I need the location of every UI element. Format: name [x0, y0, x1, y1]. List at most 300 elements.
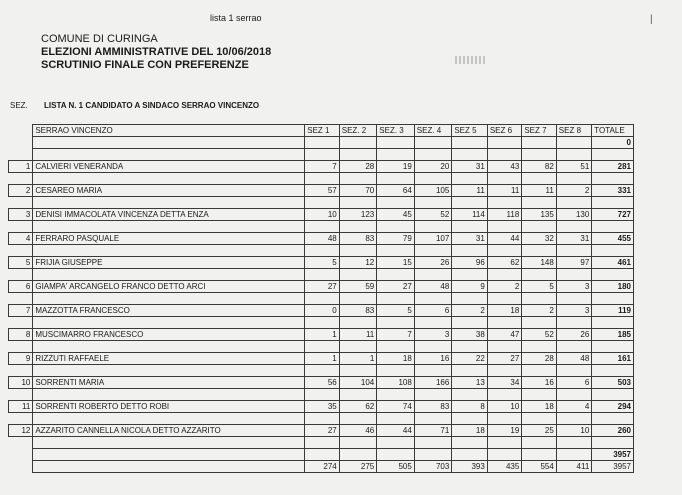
candidate-number: 5 — [9, 257, 33, 269]
cell — [592, 437, 634, 449]
mayor-name: SERRAO VINCENZO — [33, 125, 305, 137]
scrutinio-title: SCRUTINIO FINALE CON PREFERENZE — [41, 59, 249, 71]
cell — [592, 269, 634, 281]
cell — [339, 197, 377, 209]
vote-cell: 11 — [452, 185, 488, 197]
cell — [522, 149, 556, 161]
spacer-row — [9, 413, 634, 425]
cell — [9, 461, 33, 473]
spacer-row — [9, 269, 634, 281]
candidate-number: 11 — [9, 401, 33, 413]
column-total: 411 — [556, 461, 592, 473]
vote-cell: 4 — [556, 401, 592, 413]
candidate-number: 3 — [9, 209, 33, 221]
vote-cell: 48 — [414, 281, 452, 293]
mayor-row — [9, 137, 634, 149]
final-total: 3957 — [592, 461, 634, 473]
vote-cell: 6 — [556, 377, 592, 389]
cell — [414, 365, 452, 377]
vote-cell: 34 — [487, 377, 521, 389]
cell — [414, 221, 452, 233]
vote-cell: 10 — [487, 401, 521, 413]
vote-cell: 3 — [556, 281, 592, 293]
spacer-row — [9, 173, 634, 185]
cell — [377, 449, 415, 461]
cell — [452, 317, 488, 329]
cell — [305, 317, 339, 329]
cell — [339, 341, 377, 353]
cell — [305, 197, 339, 209]
col-header: SEZ. 4 — [414, 125, 452, 137]
cell — [522, 413, 556, 425]
cell — [414, 137, 452, 149]
cell — [377, 413, 415, 425]
sez-label: SEZ. — [10, 101, 28, 110]
cell — [487, 341, 521, 353]
candidate-row — [9, 401, 634, 413]
vote-cell: 5 — [522, 281, 556, 293]
vote-cell: 83 — [414, 401, 452, 413]
cell — [414, 449, 452, 461]
cell — [487, 173, 521, 185]
cell — [339, 449, 377, 461]
cell — [33, 173, 305, 185]
candidate-name: CALVIERI VENERANDA — [33, 161, 305, 173]
vote-cell: 114 — [452, 209, 488, 221]
vote-cell: 2 — [452, 305, 488, 317]
cell — [592, 293, 634, 305]
candidate-name: MUSCIMARRO FRANCESCO — [33, 329, 305, 341]
vote-cell: 56 — [305, 377, 339, 389]
cell — [9, 413, 33, 425]
mayor-total: 0 — [592, 137, 634, 149]
document-header — [41, 33, 271, 72]
header-blank — [9, 125, 33, 137]
vote-cell: 48 — [556, 353, 592, 365]
cell — [452, 365, 488, 377]
cell — [33, 293, 305, 305]
cell — [414, 197, 452, 209]
cell — [377, 173, 415, 185]
vote-cell: 118 — [487, 209, 521, 221]
cell — [305, 389, 339, 401]
cell — [377, 317, 415, 329]
cell — [522, 293, 556, 305]
lista-title: LISTA N. 1 CANDIDATO A SINDACO SERRAO VINCENZO — [44, 101, 260, 110]
cell — [339, 173, 377, 185]
cell — [33, 197, 305, 209]
cell — [592, 413, 634, 425]
cell — [414, 437, 452, 449]
cell — [522, 365, 556, 377]
candidate-row — [9, 233, 634, 245]
spacer-row — [9, 437, 634, 449]
cell — [339, 269, 377, 281]
vote-cell: 16 — [522, 377, 556, 389]
cell — [522, 221, 556, 233]
candidate-row — [9, 281, 634, 293]
cell — [522, 173, 556, 185]
cell — [522, 341, 556, 353]
cell — [9, 293, 33, 305]
candidate-row — [9, 305, 634, 317]
elezioni-title: ELEZIONI AMMINISTRATIVE DEL 10/06/2018 — [41, 46, 272, 58]
vote-cell: 45 — [377, 209, 415, 221]
col-header: SEZ 6 — [487, 125, 521, 137]
cell — [414, 293, 452, 305]
cell — [592, 245, 634, 257]
column-total: 703 — [414, 461, 452, 473]
vote-cell: 31 — [452, 233, 488, 245]
cell — [556, 221, 592, 233]
candidate-number: 6 — [9, 281, 33, 293]
vote-cell: 1 — [339, 353, 377, 365]
cell — [522, 137, 556, 149]
cell — [9, 437, 33, 449]
vote-cell: 71 — [414, 425, 452, 437]
cell — [305, 137, 339, 149]
cell — [452, 197, 488, 209]
col-header: SEZ 8 — [556, 125, 592, 137]
cell — [556, 437, 592, 449]
vote-cell: 83 — [339, 233, 377, 245]
cell — [339, 365, 377, 377]
candidate-name: AZZARITO CANNELLA NICOLA DETTO AZZARITO — [33, 425, 305, 437]
cell — [377, 293, 415, 305]
spacer-row — [9, 317, 634, 329]
candidate-total: 331 — [592, 185, 634, 197]
scan-smudge — [455, 56, 485, 64]
cell — [592, 149, 634, 161]
cell — [339, 389, 377, 401]
cell — [377, 341, 415, 353]
cell — [9, 173, 33, 185]
candidate-total: 180 — [592, 281, 634, 293]
candidate-number: 7 — [9, 305, 33, 317]
cell — [522, 197, 556, 209]
cell — [452, 341, 488, 353]
vote-cell: 27 — [305, 281, 339, 293]
candidate-row — [9, 353, 634, 365]
cell — [33, 245, 305, 257]
vote-cell: 135 — [522, 209, 556, 221]
spacer-row — [9, 221, 634, 233]
cell — [9, 389, 33, 401]
vote-cell: 27 — [377, 281, 415, 293]
cell — [305, 449, 339, 461]
candidate-number: 9 — [9, 353, 33, 365]
cell — [556, 317, 592, 329]
cell — [487, 293, 521, 305]
cell — [592, 221, 634, 233]
vote-cell: 74 — [377, 401, 415, 413]
candidate-number: 4 — [9, 233, 33, 245]
candidate-row — [9, 377, 634, 389]
cell — [452, 173, 488, 185]
cell — [339, 413, 377, 425]
vote-cell: 47 — [487, 329, 521, 341]
cell — [556, 173, 592, 185]
vote-cell: 96 — [452, 257, 488, 269]
vote-cell: 19 — [377, 161, 415, 173]
candidate-total: 503 — [592, 377, 634, 389]
spacer-row — [9, 149, 634, 161]
cell — [556, 389, 592, 401]
cell — [522, 437, 556, 449]
cell — [33, 269, 305, 281]
vote-cell: 6 — [414, 305, 452, 317]
cell — [556, 365, 592, 377]
vote-cell: 2 — [522, 305, 556, 317]
cell — [33, 149, 305, 161]
candidate-name: FRIJIA GIUSEPPE — [33, 257, 305, 269]
cell — [487, 149, 521, 161]
cell — [305, 413, 339, 425]
cell — [377, 389, 415, 401]
cell — [452, 389, 488, 401]
vote-cell: 28 — [522, 353, 556, 365]
vote-cell: 44 — [377, 425, 415, 437]
candidate-row — [9, 257, 634, 269]
cell — [377, 365, 415, 377]
col-header: SEZ. 2 — [339, 125, 377, 137]
cell — [592, 173, 634, 185]
cell — [592, 341, 634, 353]
cell — [305, 149, 339, 161]
vote-cell: 10 — [556, 425, 592, 437]
cell — [487, 365, 521, 377]
cell — [9, 449, 33, 461]
grand-total: 3957 — [592, 449, 634, 461]
vote-cell: 0 — [305, 305, 339, 317]
vote-cell: 11 — [522, 185, 556, 197]
cell — [414, 341, 452, 353]
vote-cell: 9 — [452, 281, 488, 293]
column-total: 505 — [377, 461, 415, 473]
section-line — [10, 101, 259, 110]
cell — [339, 245, 377, 257]
cell — [556, 245, 592, 257]
spacer-row — [9, 293, 634, 305]
cell — [33, 461, 305, 473]
cell — [305, 365, 339, 377]
cell — [522, 245, 556, 257]
cell — [339, 317, 377, 329]
cell — [592, 389, 634, 401]
vote-cell: 25 — [522, 425, 556, 437]
cell — [339, 437, 377, 449]
vote-cell: 3 — [556, 305, 592, 317]
cell — [305, 221, 339, 233]
vote-cell: 70 — [339, 185, 377, 197]
candidate-name: SORRENTI ROBERTO DETTO ROBI — [33, 401, 305, 413]
vote-cell: 11 — [487, 185, 521, 197]
cell — [487, 437, 521, 449]
cell — [452, 245, 488, 257]
cell — [33, 137, 305, 149]
candidate-row — [9, 425, 634, 437]
candidate-name: GIAMPA' ARCANGELO FRANCO DETTO ARCI — [33, 281, 305, 293]
cell — [9, 149, 33, 161]
vote-cell: 26 — [414, 257, 452, 269]
cell — [9, 245, 33, 257]
cell — [414, 149, 452, 161]
vote-cell: 16 — [414, 353, 452, 365]
vote-cell: 105 — [414, 185, 452, 197]
cell — [556, 149, 592, 161]
vote-cell: 10 — [305, 209, 339, 221]
cell — [452, 269, 488, 281]
cell — [339, 221, 377, 233]
vote-cell: 44 — [487, 233, 521, 245]
vote-cell: 31 — [452, 161, 488, 173]
cell — [522, 269, 556, 281]
vote-cell: 19 — [487, 425, 521, 437]
vote-cell: 2 — [487, 281, 521, 293]
cell — [556, 137, 592, 149]
candidate-name: SORRENTI MARIA — [33, 377, 305, 389]
candidate-total: 185 — [592, 329, 634, 341]
candidate-total: 727 — [592, 209, 634, 221]
vote-cell: 31 — [556, 233, 592, 245]
candidate-number: 8 — [9, 329, 33, 341]
cell — [377, 149, 415, 161]
col-header: SEZ. 3 — [377, 125, 415, 137]
candidate-number: 1 — [9, 161, 33, 173]
candidate-total: 294 — [592, 401, 634, 413]
cell — [377, 245, 415, 257]
cell — [377, 269, 415, 281]
vote-cell: 59 — [339, 281, 377, 293]
vote-cell: 27 — [305, 425, 339, 437]
cell — [377, 197, 415, 209]
cell — [33, 317, 305, 329]
cell — [556, 449, 592, 461]
vote-cell: 5 — [305, 257, 339, 269]
vote-cell: 18 — [487, 305, 521, 317]
cell — [556, 197, 592, 209]
vote-cell: 107 — [414, 233, 452, 245]
vote-cell: 3 — [414, 329, 452, 341]
cell — [9, 137, 33, 149]
cell — [452, 413, 488, 425]
header-row — [9, 125, 634, 137]
candidate-number: 10 — [9, 377, 33, 389]
cell — [452, 221, 488, 233]
vote-cell: 7 — [377, 329, 415, 341]
vote-cell: 18 — [452, 425, 488, 437]
cell — [305, 245, 339, 257]
candidate-name: FERRARO PASQUALE — [33, 233, 305, 245]
vote-cell: 15 — [377, 257, 415, 269]
vote-cell: 20 — [414, 161, 452, 173]
vote-cell: 130 — [556, 209, 592, 221]
cell — [487, 137, 521, 149]
candidate-name: MAZZOTTA FRANCESCO — [33, 305, 305, 317]
vote-cell: 26 — [556, 329, 592, 341]
vote-cell: 52 — [414, 209, 452, 221]
cell — [305, 173, 339, 185]
cell — [339, 149, 377, 161]
cell — [377, 437, 415, 449]
col-header: SEZ 7 — [522, 125, 556, 137]
cell — [592, 197, 634, 209]
vote-cell: 12 — [339, 257, 377, 269]
spacer-row — [9, 389, 634, 401]
vote-cell: 79 — [377, 233, 415, 245]
candidate-row — [9, 329, 634, 341]
cell — [33, 413, 305, 425]
candidate-row — [9, 161, 634, 173]
spacer-row — [9, 365, 634, 377]
cell — [33, 389, 305, 401]
vote-cell: 35 — [305, 401, 339, 413]
col-header: SEZ 5 — [452, 125, 488, 137]
cell — [339, 293, 377, 305]
vote-cell: 8 — [452, 401, 488, 413]
cell — [305, 437, 339, 449]
cell — [592, 365, 634, 377]
column-totals-row — [9, 461, 634, 473]
cell — [33, 365, 305, 377]
cell — [452, 449, 488, 461]
vote-cell: 28 — [339, 161, 377, 173]
spacer-row — [9, 245, 634, 257]
vote-cell: 108 — [377, 377, 415, 389]
vote-cell: 27 — [487, 353, 521, 365]
cell — [487, 317, 521, 329]
candidate-name: DENISI IMMACOLATA VINCENZA DETTA ENZA — [33, 209, 305, 221]
cell — [556, 293, 592, 305]
cell — [487, 245, 521, 257]
vote-cell: 83 — [339, 305, 377, 317]
cell — [556, 269, 592, 281]
cell — [9, 197, 33, 209]
vote-cell: 51 — [556, 161, 592, 173]
col-header: SEZ 1 — [305, 125, 339, 137]
vote-cell: 64 — [377, 185, 415, 197]
cell — [556, 341, 592, 353]
vote-cell: 7 — [305, 161, 339, 173]
cell — [33, 449, 305, 461]
column-total: 274 — [305, 461, 339, 473]
candidate-row — [9, 209, 634, 221]
cell — [414, 413, 452, 425]
candidate-name: CESAREO MARIA — [33, 185, 305, 197]
results-table — [8, 124, 634, 473]
cell — [522, 449, 556, 461]
cell — [556, 413, 592, 425]
cell — [487, 197, 521, 209]
vote-cell: 43 — [487, 161, 521, 173]
cell — [305, 293, 339, 305]
candidate-total: 461 — [592, 257, 634, 269]
cell — [33, 341, 305, 353]
cell — [487, 449, 521, 461]
vote-cell: 57 — [305, 185, 339, 197]
cell — [522, 389, 556, 401]
vote-cell: 11 — [339, 329, 377, 341]
cell — [339, 137, 377, 149]
cell — [9, 317, 33, 329]
cell — [9, 365, 33, 377]
cell — [9, 269, 33, 281]
comune-title: COMUNE DI CURINGA — [41, 33, 158, 45]
vote-cell: 123 — [339, 209, 377, 221]
vote-cell: 82 — [522, 161, 556, 173]
vote-cell: 18 — [377, 353, 415, 365]
cell — [452, 149, 488, 161]
